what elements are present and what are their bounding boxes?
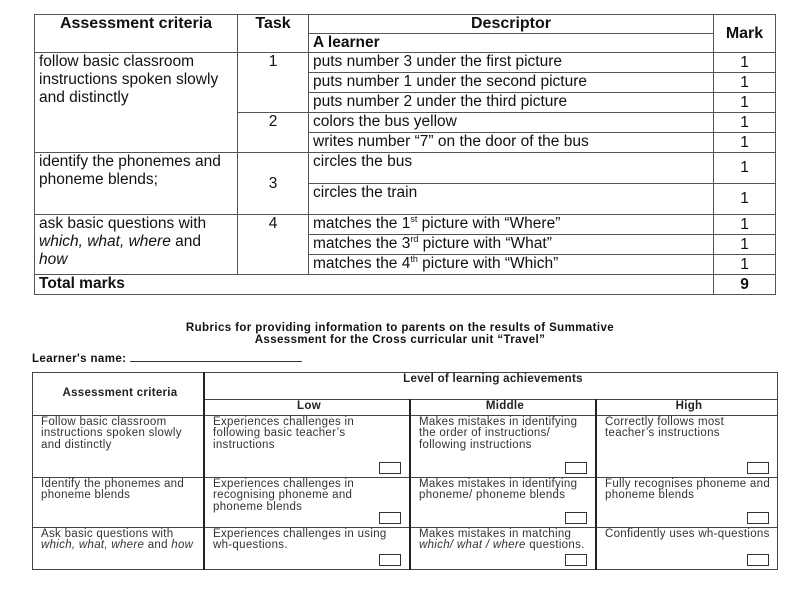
descriptor-cell: circles the train xyxy=(309,184,714,215)
header-descriptor: Descriptor xyxy=(309,15,714,34)
mark-cell: 1 xyxy=(714,113,776,133)
checkbox[interactable] xyxy=(747,512,769,524)
descriptor-cell: writes number “7” on the door of the bus xyxy=(309,133,714,153)
task-cell: 2 xyxy=(238,113,309,153)
descriptor-cell: colors the bus yellow xyxy=(309,113,714,133)
table-row xyxy=(35,153,776,184)
checkbox[interactable] xyxy=(379,554,401,566)
descriptor-cell: matches the 1st picture with “Where” xyxy=(309,215,714,235)
rubric-high-cell: Correctly follows most teacher’s instructions xyxy=(596,415,778,477)
task-cell: 1 xyxy=(238,53,309,113)
task-cell: 3 xyxy=(238,153,309,215)
rubric-middle-cell: Makes mistakes in identifying phoneme/ phoneme blends xyxy=(410,477,596,527)
rubric-high-cell: Confidently uses wh-questions xyxy=(596,527,778,569)
mark-cell: 1 xyxy=(714,184,776,215)
rubric-table xyxy=(32,372,778,570)
learner-name-label: Learner's name: xyxy=(32,353,127,365)
rubric-row xyxy=(33,527,778,569)
learner-name-field xyxy=(32,351,302,365)
descriptor-cell: puts number 3 under the first picture xyxy=(309,53,714,73)
rubric-header-low: Low xyxy=(204,400,410,416)
rubric-low-cell: Experiences challenges in using wh-questions. xyxy=(204,527,410,569)
table-row xyxy=(35,215,776,235)
descriptor-cell: matches the 3rd picture with “What” xyxy=(309,235,714,255)
rubric-criteria: Identify the phonemes and phoneme blends xyxy=(33,477,205,527)
task-cell: 4 xyxy=(238,215,309,275)
total-row xyxy=(35,275,776,295)
header-task: Task xyxy=(238,15,309,53)
rubric-header-level: Level of learning achievements xyxy=(204,373,778,400)
descriptor-cell: matches the 4th picture with “Which” xyxy=(309,255,714,275)
checkbox[interactable] xyxy=(565,554,587,566)
checkbox[interactable] xyxy=(565,512,587,524)
mark-cell: 1 xyxy=(714,215,776,235)
rubric-high-cell: Fully recognises phoneme and phoneme blends xyxy=(596,477,778,527)
learner-name-blank[interactable] xyxy=(130,351,302,362)
rubric-title: Rubrics for providing information to parents on the results of Summative Assessment for the Cross curricular unit “Travel” xyxy=(185,322,615,346)
table-row xyxy=(35,53,776,73)
mark-cell: 1 xyxy=(714,53,776,73)
header-mark: Mark xyxy=(714,15,776,53)
rubric-low-cell: Experiences challenges in recognising phoneme and phoneme blends xyxy=(204,477,410,527)
rubric-header-criteria: Assessment criteria xyxy=(33,373,205,416)
checkbox[interactable] xyxy=(379,462,401,474)
rubric-row xyxy=(33,477,778,527)
criteria-cell: ask basic questions with which, what, where and how xyxy=(35,215,238,275)
rubric-middle-cell: Makes mistakes in identifying the order of instructions/ following instructions xyxy=(410,415,596,477)
criteria-cell: identify the phonemes and phoneme blends; xyxy=(35,153,238,215)
header-criteria: Assessment criteria xyxy=(35,15,238,53)
assessment-criteria-table xyxy=(34,14,776,295)
rubric-header-middle: Middle xyxy=(410,400,596,416)
total-value: 9 xyxy=(714,275,776,295)
rubric-row xyxy=(33,415,778,477)
mark-cell: 1 xyxy=(714,153,776,184)
descriptor-cell: circles the bus xyxy=(309,153,714,184)
rubric-criteria: Ask basic questions with which, what, where and how xyxy=(33,527,205,569)
rubric-middle-cell: Makes mistakes in matching which/ what / where questions. xyxy=(410,527,596,569)
rubric-criteria: Follow basic classroom instructions spoken slowly and distinctly xyxy=(33,415,205,477)
mark-cell: 1 xyxy=(714,133,776,153)
descriptor-cell: puts number 2 under the third picture xyxy=(309,93,714,113)
total-label: Total marks xyxy=(35,275,714,295)
criteria-cell: follow basic classroom instructions spoken slowly and distinctly xyxy=(35,53,238,153)
descriptor-cell: puts number 1 under the second picture xyxy=(309,73,714,93)
mark-cell: 1 xyxy=(714,235,776,255)
checkbox[interactable] xyxy=(379,512,401,524)
mark-cell: 1 xyxy=(714,93,776,113)
checkbox[interactable] xyxy=(747,462,769,474)
rubric-header-high: High xyxy=(596,400,778,416)
rubric-low-cell: Experiences challenges in following basic teacher’s instructions xyxy=(204,415,410,477)
mark-cell: 1 xyxy=(714,73,776,93)
checkbox[interactable] xyxy=(747,554,769,566)
checkbox[interactable] xyxy=(565,462,587,474)
mark-cell: 1 xyxy=(714,255,776,275)
header-descriptor-sub: A learner xyxy=(309,34,714,53)
